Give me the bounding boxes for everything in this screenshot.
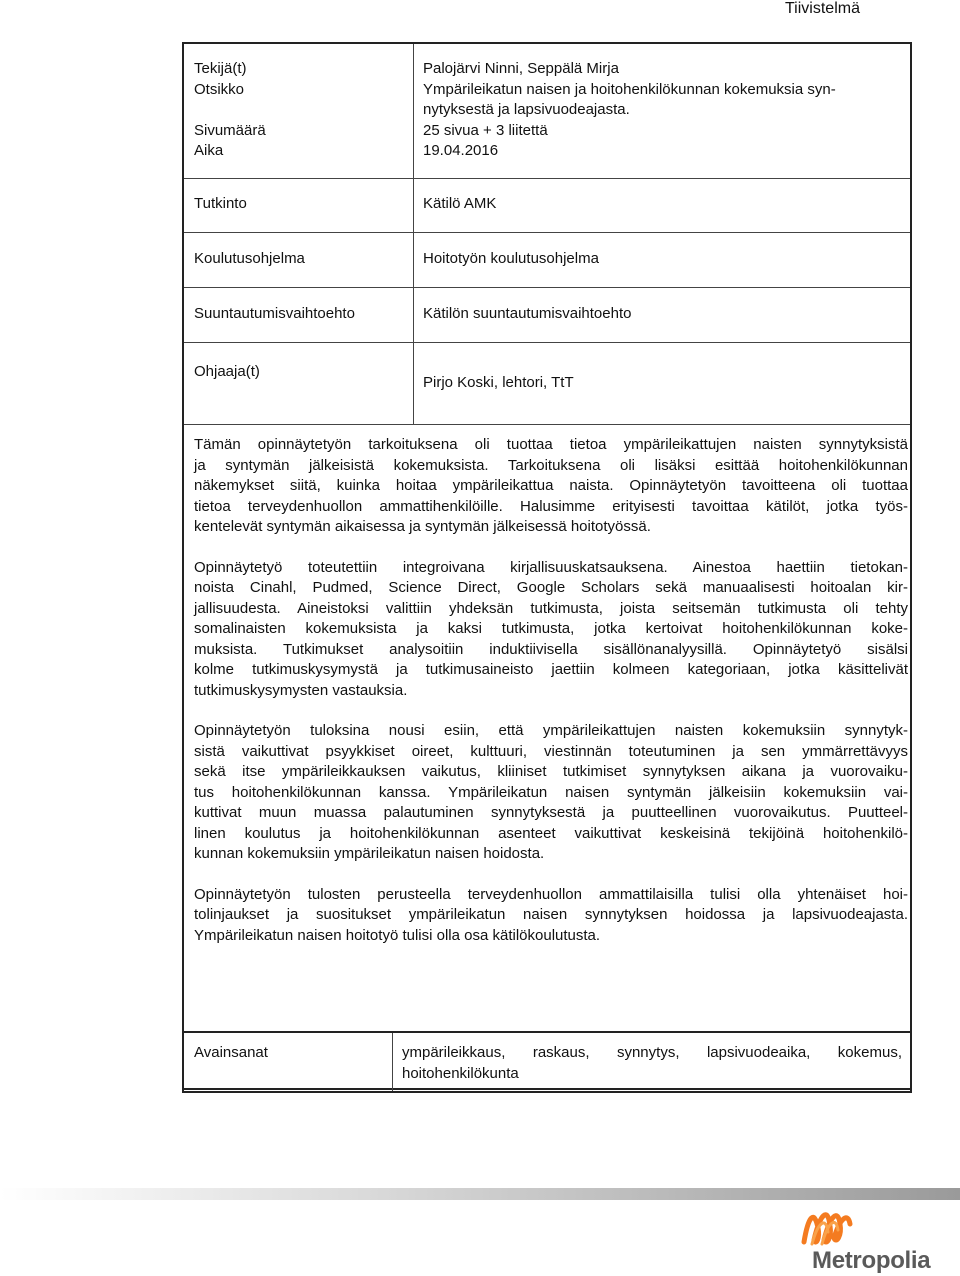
abstract-line: Opinnäytetyön tulosten perusteella terveydenhuollon ammattilaisilla tulisi olla yhtenäiset hoi- — [194, 885, 908, 903]
abstract-paragraph-3 — [194, 721, 908, 865]
supervisor-value: Pirjo Koski, lehtori, TtT — [423, 374, 574, 391]
supervisor-row — [184, 342, 910, 425]
title-label: Otsikko — [194, 80, 245, 98]
abstract-line: Opinnäytetyön tuloksina nousi esiin, että ympärileikattujen naisten kokemuksiin synnytyk- — [194, 722, 908, 739]
page-header-title: Tiivistelmä — [785, 0, 860, 17]
title-value-line2: nytyksestä ja lapsivuodeajasta. — [423, 101, 630, 118]
programme-label: Koulutusohjelma — [194, 250, 305, 267]
abstract-line: muksista. Tutkimukset analysoitiin induktiivisella sisällönanalyysillä. Opinnäytetyö sisälsi — [194, 640, 908, 658]
degree-value: Kätilö AMK — [423, 195, 497, 212]
supervisor-label: Ohjaaja(t) — [194, 363, 260, 380]
date-label: Aika — [194, 142, 224, 159]
abstract-line: tus hoitohenkilökunnan kanssa. Ympärileikatun naisen syntymän jälkeisiin kokemuksiin vai- — [194, 783, 908, 801]
abstract-paragraph-2 — [194, 558, 908, 702]
pages-label: Sivumäärä — [194, 121, 266, 139]
abstract-line: kunnan kokemuksiin ympärileikatun naisen hoidosta. — [194, 845, 545, 862]
author-label: Tekijä(t) — [194, 60, 247, 77]
abstract-line: sistä vaikuttivat psyykkiset oireet, kulttuuri, viestinnän toteutuminen ja sen ymmärrettävyys — [194, 742, 908, 760]
abstract-line: sekä itse ympärileikkauksen vaikutus, kliiniset tutkimiset synnytyksen aikana ja vuorovaiku- — [194, 763, 908, 780]
abstract-line: kolme tutkimuskysymystä ja tutkimusaineisto jaettiin kolmeen kategoriaan, jotka käsittelivät — [194, 661, 908, 678]
abstract-line: tutkimuskysymysten vastauksia. — [194, 681, 408, 699]
author-value: Palojärvi Ninni, Seppälä Mirja — [423, 60, 619, 77]
abstract-paragraph-4 — [194, 885, 908, 947]
abstract-line: Tämän opinnäytetyön tarkoituksena oli tuottaa tietoa ympärileikattujen naisten synnytyksistä — [194, 436, 908, 453]
programme-value: Hoitotyön koulutusohjelma — [423, 250, 599, 267]
degree-label: Tutkinto — [194, 195, 247, 212]
column-divider — [413, 287, 414, 342]
degree-row — [184, 178, 910, 233]
column-divider — [413, 44, 414, 178]
keywords-line: ympärileikkaus, raskaus, synnytys, lapsivuodeaika, kokemus, — [402, 1044, 902, 1061]
keywords-label — [194, 1043, 268, 1064]
column-divider — [413, 342, 414, 424]
abstract-line: linen koulutus ja hoitohenkilökunnan asenteet vaikuttivat keskeisinä tekijöinä hoitohenkilö- — [194, 824, 908, 842]
title-value-line1: Ympärileikatun naisen ja hoitohenkilökunnan kokemuksia syn- — [423, 80, 836, 98]
abstract-line: tietoa terveydenhuollon ammattihenkilöille. Halusimme erityisesti tavoittaa kätilöt, jotka työs- — [194, 497, 908, 515]
column-divider — [413, 178, 414, 232]
keywords-value — [402, 1043, 902, 1084]
keywords-line: hoitohenkilökunta — [402, 1064, 519, 1082]
pages-value: 25 sivua + 3 liitettä — [423, 121, 548, 139]
programme-row — [184, 232, 910, 288]
abstract-line: Opinnäytetyö toteutettiin integroivana kirjallisuuskatsauksena. Ainestoa haettiin tietokan- — [194, 558, 908, 576]
abstract-line: kentelevät syntymän aikaisessa ja syntymän jälkeisessä hoitotyössä. — [194, 518, 651, 535]
column-divider — [392, 1033, 393, 1091]
specialisation-label: Suuntautumisvaihtoehto — [194, 305, 355, 322]
abstract-paragraph-1 — [194, 435, 908, 538]
info-row — [184, 44, 910, 179]
column-divider — [413, 232, 414, 287]
keywords-label-text: Avainsanat — [194, 1044, 268, 1061]
abstract-line: somalinaisten kokemuksista ja kaksi tutkimusta, jotka kertoivat hoitohenkilökunnan koke- — [194, 620, 908, 637]
specialisation-row — [184, 287, 910, 343]
abstract-line: kuttivat muun muassa palautuminen synnytyksestä ja puutteellinen vuorovaikutus. Puutteel- — [194, 804, 908, 821]
metropolia-logo-text: Metropolia — [812, 1247, 931, 1274]
info-labels — [194, 59, 266, 162]
abstract-line: ja syntymän jälkeisistä kokemuksista. Tarkoituksena oli lisäksi esittää hoitohenkilökunnan — [194, 456, 908, 474]
specialisation-value: Kätilön suuntautumisvaihtoehto — [423, 305, 632, 322]
keywords-table — [182, 1031, 912, 1093]
abstract-line: tolinjaukset ja suositukset ympärileikatun naisen synnytyksen hoidossa ja lapsivuodeajasta. — [194, 906, 908, 923]
abstract-line: Ympärileikatun naisen hoitotyö tulisi olla osa kätilökoulutusta. — [194, 926, 601, 944]
info-values — [423, 59, 903, 162]
abstract-line: näkemykset siitä, kuinka hoitaa ympärileikattua naista. Opinnäytetyön tavoitteena oli tuottaa — [194, 477, 908, 494]
abstract-line: jallisuudesta. Aineistoksi valittiin yhdeksän tutkimusta, joista seitsemän tutkimusta oli tehty — [194, 599, 908, 617]
abstract-form — [182, 42, 912, 1090]
abstract-text — [194, 435, 908, 966]
date-value: 19.04.2016 — [423, 142, 499, 159]
blank-label — [194, 100, 266, 121]
abstract-line: noista Cinahl, Pudmed, Science Direct, Google Scholars sekä manuaalisesti hoitoalan kir- — [194, 579, 908, 596]
